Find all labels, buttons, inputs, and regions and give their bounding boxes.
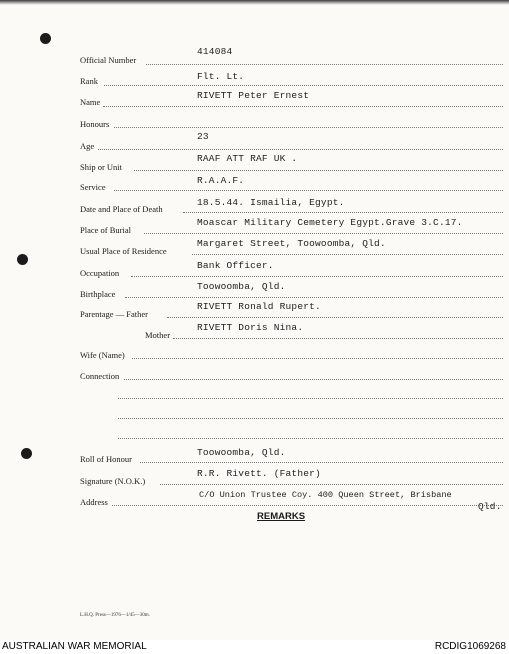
signature-line xyxy=(160,484,503,485)
mother-line xyxy=(173,338,503,339)
mother-value: RIVETT Doris Nina. xyxy=(197,322,304,333)
roll-value: Toowoomba, Qld. xyxy=(197,447,286,458)
address-line xyxy=(112,505,503,506)
wife-label: Wife (Name) xyxy=(80,350,125,360)
footer-institution: AUSTRALIAN WAR MEMORIAL xyxy=(2,641,147,652)
official-number-label: Official Number xyxy=(80,55,137,65)
punch-hole-top xyxy=(40,33,51,44)
age-value: 23 xyxy=(197,131,209,142)
burial-label: Place of Burial xyxy=(80,225,131,235)
death-line xyxy=(183,212,503,213)
rank-label: Rank xyxy=(80,76,98,86)
ship-label: Ship or Unit xyxy=(80,162,123,172)
residence-line xyxy=(192,254,503,255)
residence-value: Margaret Street, Toowoomba, Qld. xyxy=(197,238,386,249)
birthplace-line xyxy=(125,297,503,298)
name-line xyxy=(103,106,503,107)
death-label: Date and Place of Death xyxy=(80,204,163,214)
punch-hole-bottom xyxy=(21,448,32,459)
residence-label: Usual Place of Residence xyxy=(80,246,167,256)
connection-line-3 xyxy=(118,418,503,419)
service-line xyxy=(114,190,503,191)
official-number-value: 414084 xyxy=(197,46,233,57)
service-label: Service xyxy=(80,182,106,192)
official-number-line xyxy=(146,64,503,65)
ship-line xyxy=(134,170,503,171)
roll-line xyxy=(140,462,503,463)
signature-label: Signature (N.O.K.) xyxy=(80,476,146,486)
birthplace-value: Toowoomba, Qld. xyxy=(197,281,286,292)
birthplace-label: Birthplace xyxy=(80,289,116,299)
connection-line-4 xyxy=(118,438,503,439)
connection-line-2 xyxy=(118,398,503,399)
honours-line xyxy=(114,127,503,128)
ship-value: RAAF ATT RAF UK . xyxy=(197,153,298,164)
service-value: R.A.A.F. xyxy=(197,175,245,186)
age-line xyxy=(98,149,503,150)
address-value-cont: Qld. xyxy=(478,501,502,512)
address-label: Address xyxy=(80,497,108,507)
scan-top-edge xyxy=(0,0,509,5)
connection-line-1 xyxy=(124,379,503,380)
signature-value: R.R. Rivett. (Father) xyxy=(197,468,321,479)
father-line xyxy=(167,317,503,318)
honours-label: Honours xyxy=(80,119,110,129)
burial-value: Moascar Military Cemetery Egypt.Grave 3.C.17. xyxy=(197,217,463,228)
rank-value: Flt. Lt. xyxy=(197,71,245,82)
mother-label: Mother xyxy=(145,330,171,340)
age-label: Age xyxy=(80,141,95,151)
printer-imprint: L.H.Q. Press—1976—1/45—30m. xyxy=(80,613,150,618)
rank-line xyxy=(104,85,503,86)
roll-label: Roll of Honour xyxy=(80,454,132,464)
death-value: 18.5.44. Ismailia, Egypt. xyxy=(197,197,345,208)
punch-hole-middle xyxy=(17,254,28,265)
remarks-heading: REMARKS xyxy=(257,511,306,522)
occupation-value: Bank Officer. xyxy=(197,260,274,271)
footer-record-id: RCDIG1069268 xyxy=(434,641,506,652)
address-value: C/O Union Trustee Coy. 400 Queen Street, Brisbane xyxy=(199,490,452,500)
occupation-label: Occupation xyxy=(80,268,120,278)
occupation-line xyxy=(131,276,503,277)
wife-line xyxy=(132,358,503,359)
archive-footer xyxy=(0,640,509,654)
name-label: Name xyxy=(80,97,101,107)
name-value: RIVETT Peter Ernest xyxy=(197,90,310,101)
father-value: RIVETT Ronald Rupert. xyxy=(197,301,321,312)
burial-line xyxy=(144,233,503,234)
connection-label: Connection xyxy=(80,371,120,381)
father-label: Parentage — Father xyxy=(80,309,148,319)
